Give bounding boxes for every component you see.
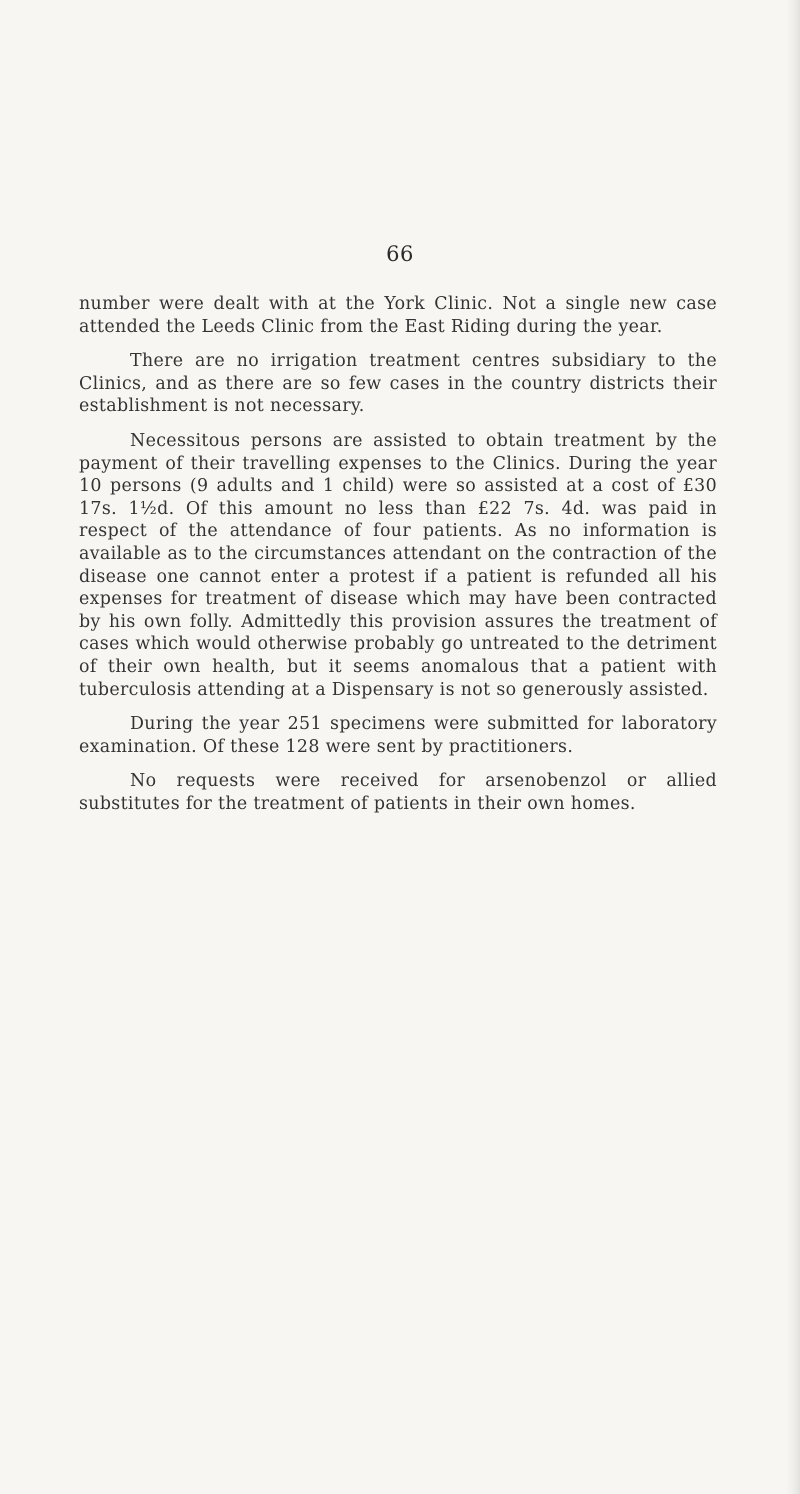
page-edge-shadow bbox=[786, 0, 800, 1494]
page-number: 66 bbox=[386, 242, 414, 266]
paragraph-york-clinic: number were dealt with at the York Clinic. Not a single new case attended the Leeds Clinic from the East Riding during the year. bbox=[79, 294, 717, 337]
paragraph-arsenobenzol-requests: No requests were received for arsenobenzol or allied substitutes for the treatment of patients in their own homes. bbox=[79, 771, 717, 814]
body-text bbox=[79, 293, 717, 815]
paragraph-travelling-expenses: Necessitous persons are assisted to obtain treatment by the payment of their travelling expenses to the Clinics. During the year 10 persons (9 adults and 1 child) were so assisted at a cost of £30 17s. 1½d. Of this amount no less than £22 7s. 4d. was paid in respect of the attendance of four patients. As no information is available as to the circumstances attendant on the contraction of the disease one cannot enter a protest if a patient is refunded all his expenses for treatment of disease which may have been contracted by his own folly. Admittedly this provision assures the treatment of cases which would otherwise probably go untreated to the detriment of their own health, but it seems anomalous that a patient with tuberculosis attending at a Dispensary is not so generously assisted. bbox=[79, 430, 717, 700]
paragraph-laboratory-specimens: During the year 251 specimens were submitted for laboratory examination. Of these 128 were sent by practitioners. bbox=[79, 714, 717, 757]
paragraph-irrigation-centres: There are no irrigation treatment centres subsidiary to the Clinics, and as there are so few cases in the country districts their establishment is not necessary. bbox=[79, 351, 717, 417]
